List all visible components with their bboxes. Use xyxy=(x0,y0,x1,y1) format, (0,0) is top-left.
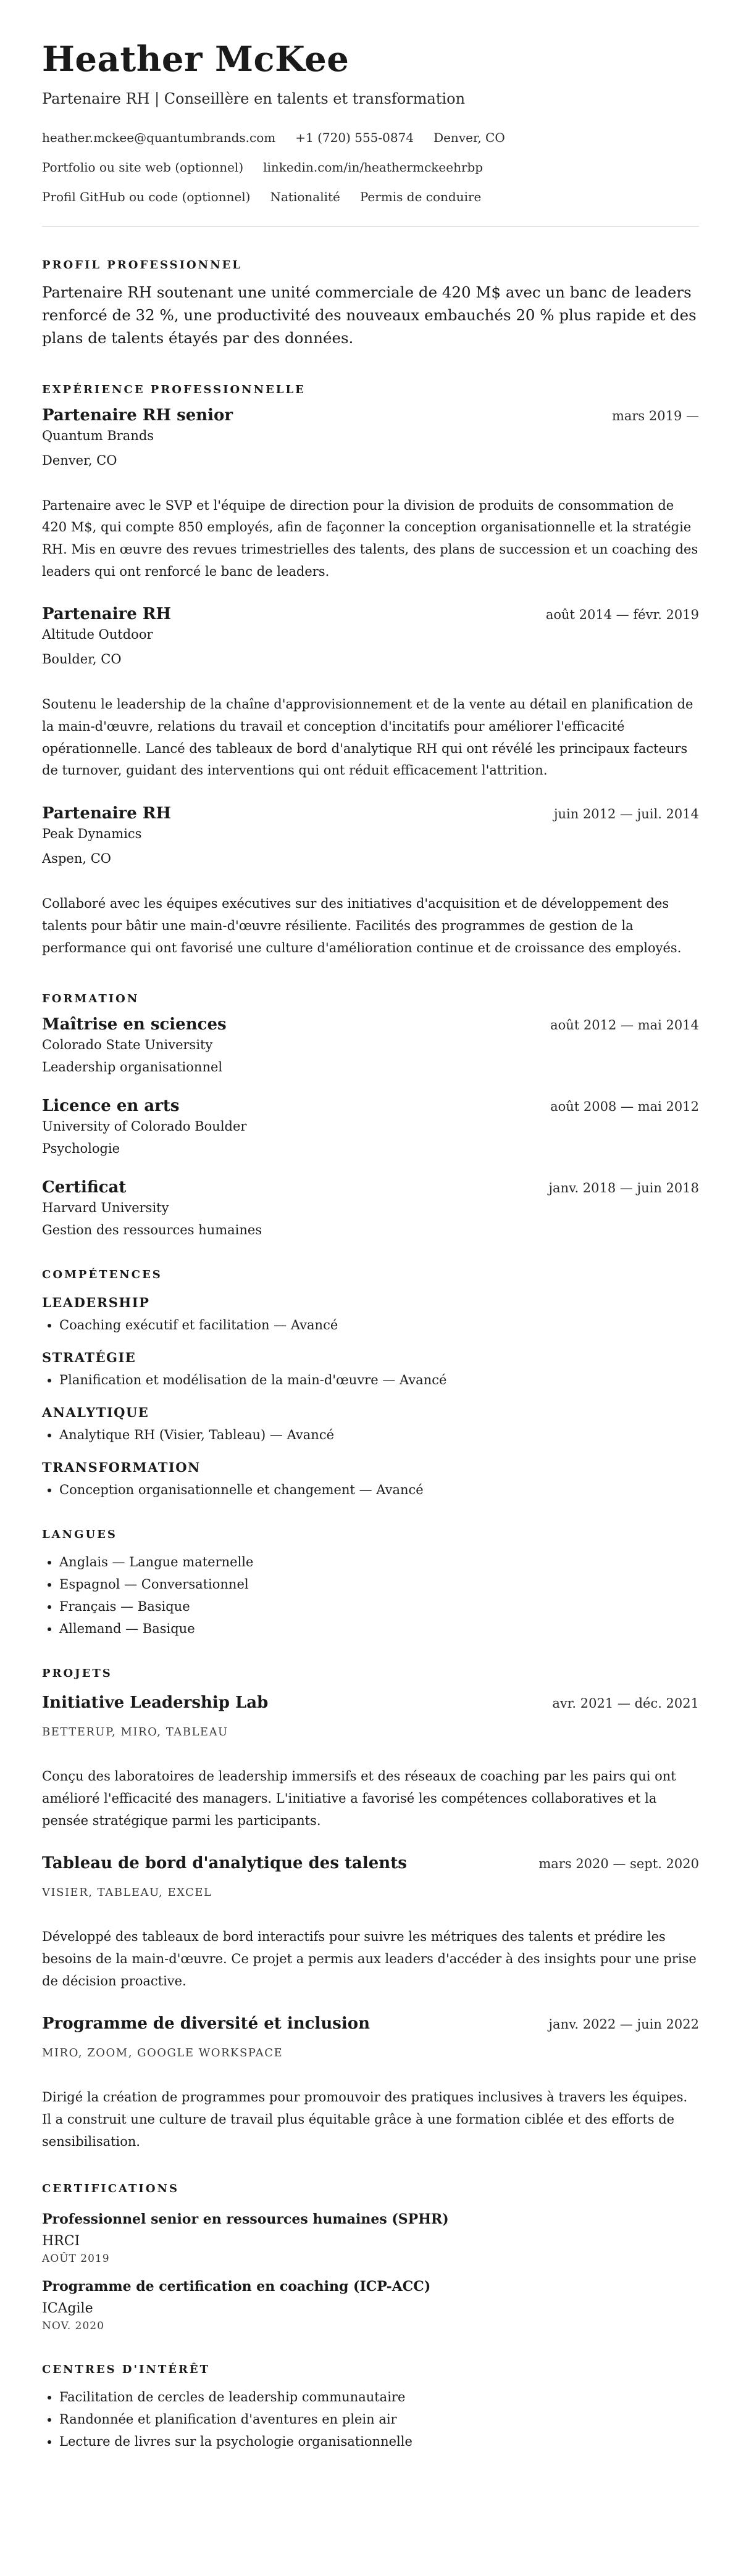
field-of-study: Leadership organisationnel xyxy=(42,1060,223,1075)
project-tools: BETTERUP, MIRO, TABLEAU xyxy=(42,1726,228,1739)
school-name: Harvard University xyxy=(42,1200,169,1216)
certification-date: NOV. 2020 xyxy=(42,2320,104,2333)
profile-summary: Partenaire RH soutenant une unité commerciale de 420 M$ avec un banc de leaders renforcé de 32 %, une productivité des nouveaux embauchés 20 % plus rapide et des plans de talents étayés par des données. xyxy=(42,283,697,347)
experience-item xyxy=(42,605,699,782)
contact-line-2 xyxy=(42,159,699,175)
company-name: Peak Dynamics xyxy=(42,826,142,842)
skills-section xyxy=(42,1268,699,1497)
skill-item: • Coaching exécutif et facilitation — Avancé xyxy=(59,1318,699,1332)
section-title-experience: EXPÉRIENCE PROFESSIONNELLE xyxy=(42,383,306,396)
education-section xyxy=(42,992,699,1237)
education-item xyxy=(42,1097,699,1156)
skill-category: STRATÉGIE xyxy=(42,1350,136,1366)
resume-header xyxy=(42,39,699,205)
project-tools: MIRO, ZOOM, GOOGLE WORKSPACE xyxy=(42,2046,283,2060)
project-tools: VISIER, TABLEAU, EXCEL xyxy=(42,1886,212,1900)
certification-date: AOÛT 2019 xyxy=(42,2253,110,2266)
job-location: Aspen, CO xyxy=(42,851,111,866)
project-description: Conçu des laboratoires de leadership immersifs et des réseaux de coaching par les pairs qui ont amélioré l'efficacité des managers. L'initiative a favorisé les compétences collaboratives et la pensée stratégique parmi les participants. xyxy=(42,1769,676,1828)
section-title-education: FORMATION xyxy=(42,992,140,1006)
job-title: Partenaire RH senior xyxy=(42,405,233,425)
skill-item: • Conception organisationnelle et changement — Avancé xyxy=(59,1482,699,1497)
education-dates: août 2012 — mai 2014 xyxy=(550,1018,699,1033)
skill-list xyxy=(42,1373,699,1387)
job-description: Soutenu le leadership de la chaîne d'approvisionnement et de la vente au détail en planification de la main-d'œuvre, relations du travail et conception d'incitatifs pour améliorer l'efficacité opérationnelle. Lancé des tableaux de bord d'analytique RH qui ont révélé les principaux facteurs de turnover, guidant des interventions qui ont réduit efficacement l'attrition. xyxy=(42,697,693,778)
company-name: Altitude Outdoor xyxy=(42,627,153,642)
certification-issuer: HRCI xyxy=(42,2233,80,2250)
phone-number: +1 (720) 555-0874 xyxy=(295,130,414,146)
certification-issuer: ICAgile xyxy=(42,2301,93,2317)
skill-category: TRANSFORMATION xyxy=(42,1460,201,1476)
section-title-interests: CENTRES D'INTÉRÊT xyxy=(42,2363,211,2377)
certifications-section xyxy=(42,2182,699,2332)
portfolio-link[interactable]: Portfolio ou site web (optionnel) xyxy=(42,160,244,175)
interests-section xyxy=(42,2363,699,2449)
company-name: Quantum Brands xyxy=(42,428,154,443)
nationality-text: Nationalité xyxy=(270,189,340,205)
candidate-headline: Partenaire RH | Conseillère en talents et transformation xyxy=(42,90,466,108)
section-title-projects: PROJETS xyxy=(42,1667,112,1681)
languages-section xyxy=(42,1528,699,1636)
license-text: Permis de conduire xyxy=(359,189,482,205)
project-item xyxy=(42,2014,699,2153)
interest-item: • Facilitation de cercles de leadership communautaire xyxy=(59,2390,699,2404)
job-title: Partenaire RH xyxy=(42,804,172,823)
linkedin-link[interactable]: linkedin.com/in/heathermckeehrbp xyxy=(263,160,484,175)
language-item: • Anglais — Langue maternelle xyxy=(59,1555,699,1569)
github-link[interactable]: Profil GitHub ou code (optionnel) xyxy=(42,189,251,205)
section-title-languages: LANGUES xyxy=(42,1528,117,1542)
education-item xyxy=(42,1015,699,1074)
project-name: Initiative Leadership Lab xyxy=(42,1693,269,1713)
interest-item: • Lecture de livres sur la psychologie organisationnelle xyxy=(59,2434,699,2449)
project-description: Développé des tableaux de bord interactifs pour suivre les métriques des talents et prédire les besoins de la main-d'œuvre. Ce projet a permis aux leaders d'accéder à des insights pour une prise de décision proactive. xyxy=(42,1929,697,1988)
job-location: Denver, CO xyxy=(42,452,117,468)
language-item: • Espagnol — Conversationnel xyxy=(59,1577,699,1592)
certification-item xyxy=(42,2279,699,2332)
school-name: Colorado State University xyxy=(42,1037,213,1053)
skill-category: ANALYTIQUE xyxy=(42,1405,149,1421)
experience-item xyxy=(42,804,699,959)
experience-item xyxy=(42,406,699,583)
field-of-study: Gestion des ressources humaines xyxy=(42,1223,262,1238)
degree-title: Maîtrise en sciences xyxy=(42,1015,227,1034)
skill-list xyxy=(42,1318,699,1332)
certification-name: Professionnel senior en ressources humaines (SPHR) xyxy=(42,2211,449,2228)
job-title: Partenaire RH xyxy=(42,605,172,624)
contact-line-3 xyxy=(42,189,699,205)
job-dates: août 2014 — févr. 2019 xyxy=(545,607,699,623)
project-dates: janv. 2022 — juin 2022 xyxy=(548,2017,699,2032)
education-dates: août 2008 — mai 2012 xyxy=(550,1099,699,1115)
job-description: Partenaire avec le SVP et l'équipe de direction pour la division de produits de consommation de 420 M$, qui compte 850 employés, afin de façonner la conception organisationnelle et la stratégie RH. Mis en œuvre des revues trimestrielles des talents, des plans de succession et un coaching des leaders qui ont renforcé le banc de leaders. xyxy=(42,497,698,579)
section-title-certifications: CERTIFICATIONS xyxy=(42,2182,179,2196)
certification-item xyxy=(42,2211,699,2265)
profile-section xyxy=(42,259,699,349)
job-dates: mars 2019 — xyxy=(611,408,699,423)
field-of-study: Psychologie xyxy=(42,1141,120,1157)
skill-item: • Analytique RH (Visier, Tableau) — Avancé xyxy=(59,1427,699,1442)
certification-name: Programme de certification en coaching (ICP-ACC) xyxy=(42,2279,431,2295)
education-dates: janv. 2018 — juin 2018 xyxy=(548,1181,699,1196)
degree-title: Licence en arts xyxy=(42,1097,180,1116)
location-text: Denver, CO xyxy=(433,130,505,146)
experience-section xyxy=(42,383,699,960)
email-link[interactable]: heather.mckee@quantumbrands.com xyxy=(42,130,276,146)
degree-title: Certificat xyxy=(42,1178,127,1197)
job-description: Collaboré avec les équipes exécutives sur des initiatives d'acquisition et de développement des talents pour bâtir une main-d'œuvre résiliente. Facilités des programmes de gestion de la performance qui ont favorisé une culture d'amélioration continue et de croissance des employés. xyxy=(42,896,682,955)
language-item: • Allemand — Basique xyxy=(59,1621,699,1636)
interest-list xyxy=(42,2390,699,2449)
section-title-profile: PROFIL PROFESSIONNEL xyxy=(42,259,242,272)
project-description: Dirigé la création de programmes pour promouvoir des pratiques inclusives à travers les équipes. Il a construit une culture de travail plus équitable grâce à une formation ciblée et des efforts de sensibilisation. xyxy=(42,2090,688,2149)
projects-section xyxy=(42,1667,699,2153)
project-name: Tableau de bord d'analytique des talents xyxy=(42,1854,407,1873)
skill-category: LEADERSHIP xyxy=(42,1295,150,1311)
language-list xyxy=(42,1555,699,1636)
skill-item: • Planification et modélisation de la main-d'œuvre — Avancé xyxy=(59,1373,699,1387)
contact-line-1 xyxy=(42,130,699,146)
interest-item: • Randonnée et planification d'aventures en plein air xyxy=(59,2412,699,2427)
candidate-name: Heather McKee xyxy=(42,39,350,80)
language-item: • Français — Basique xyxy=(59,1599,699,1614)
project-item xyxy=(42,1693,699,1832)
project-dates: mars 2020 — sept. 2020 xyxy=(538,1856,699,1872)
project-dates: avr. 2021 — déc. 2021 xyxy=(552,1696,699,1711)
skill-list xyxy=(42,1427,699,1442)
job-dates: juin 2012 — juil. 2014 xyxy=(553,807,699,822)
education-item xyxy=(42,1178,699,1237)
job-location: Boulder, CO xyxy=(42,652,122,667)
project-name: Programme de diversité et inclusion xyxy=(42,2014,370,2034)
skill-list xyxy=(42,1482,699,1497)
school-name: University of Colorado Boulder xyxy=(42,1119,247,1134)
section-title-skills: COMPÉTENCES xyxy=(42,1268,162,1282)
project-item xyxy=(42,1854,699,1992)
